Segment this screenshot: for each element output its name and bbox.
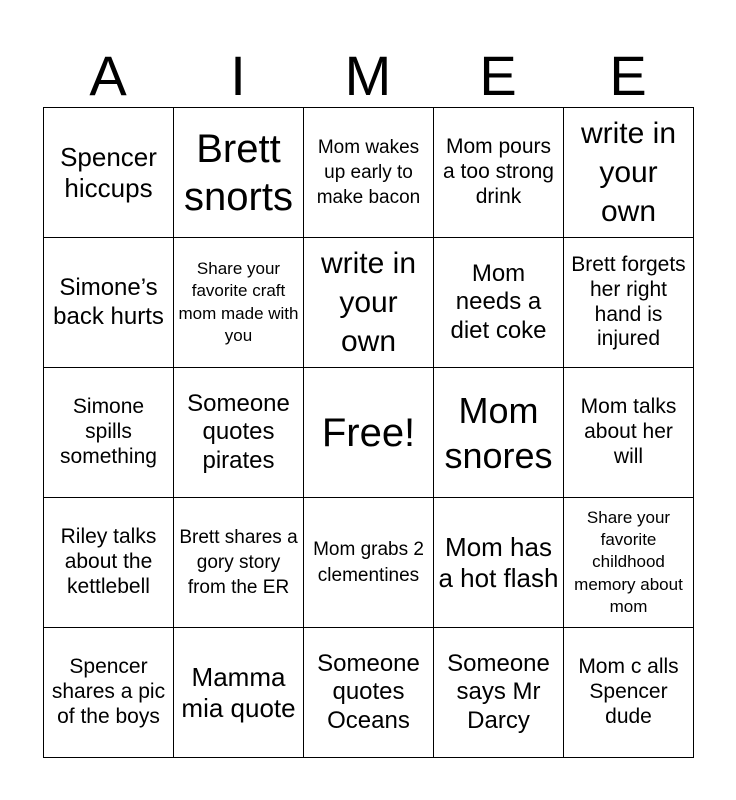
bingo-cell[interactable]: Mom needs a diet coke — [434, 238, 564, 368]
header-letter-e1: E — [479, 44, 517, 107]
board-row-5 — [44, 628, 694, 758]
bingo-cell[interactable]: Share your favorite childhood memory about mom — [564, 498, 694, 628]
bingo-header — [43, 44, 693, 108]
board-row-3 — [44, 368, 694, 498]
bingo-cell[interactable]: Mamma mia quote — [174, 628, 304, 758]
bingo-board — [43, 107, 694, 758]
bingo-cell[interactable]: Mom c alls Spencer dude — [564, 628, 694, 758]
bingo-cell[interactable]: Brett shares a gory story from the ER — [174, 498, 304, 628]
bingo-cell[interactable]: Spencer shares a pic of the boys — [44, 628, 174, 758]
bingo-cell[interactable]: Simone spills something — [44, 368, 174, 498]
bingo-cell[interactable]: Simone’s back hurts — [44, 238, 174, 368]
bingo-cell[interactable]: Mom has a hot flash — [434, 498, 564, 628]
bingo-cell[interactable]: Mom snores — [434, 368, 564, 498]
board-row-1 — [44, 108, 694, 238]
bingo-cell[interactable]: Riley talks about the kettlebell — [44, 498, 174, 628]
bingo-cell[interactable]: Someone quotes Oceans — [304, 628, 434, 758]
bingo-cell[interactable]: Share your favorite craft mom made with you — [174, 238, 304, 368]
bingo-cell[interactable]: Brett forgets her right hand is injured — [564, 238, 694, 368]
free-space[interactable]: Free! — [304, 368, 434, 498]
bingo-cell[interactable]: Mom grabs 2 clementines — [304, 498, 434, 628]
header-letter-e2: E — [609, 44, 647, 107]
bingo-cell[interactable]: Mom pours a too strong drink — [434, 108, 564, 238]
bingo-cell[interactable]: Spencer hiccups — [44, 108, 174, 238]
header-letter-i: I — [230, 44, 246, 107]
bingo-cell[interactable]: Brett snorts — [174, 108, 304, 238]
bingo-cell[interactable]: Mom wakes up early to make bacon — [304, 108, 434, 238]
bingo-cell[interactable]: Someone says Mr Darcy — [434, 628, 564, 758]
bingo-cell[interactable]: Mom talks about her will — [564, 368, 694, 498]
bingo-cell[interactable]: Someone quotes pirates — [174, 368, 304, 498]
board-row-4 — [44, 498, 694, 628]
bingo-cell[interactable]: write in your own — [564, 108, 694, 238]
header-letter-m: M — [344, 44, 392, 107]
header-letter-a: A — [89, 44, 127, 107]
board-row-2 — [44, 238, 694, 368]
bingo-cell[interactable]: write in your own — [304, 238, 434, 368]
